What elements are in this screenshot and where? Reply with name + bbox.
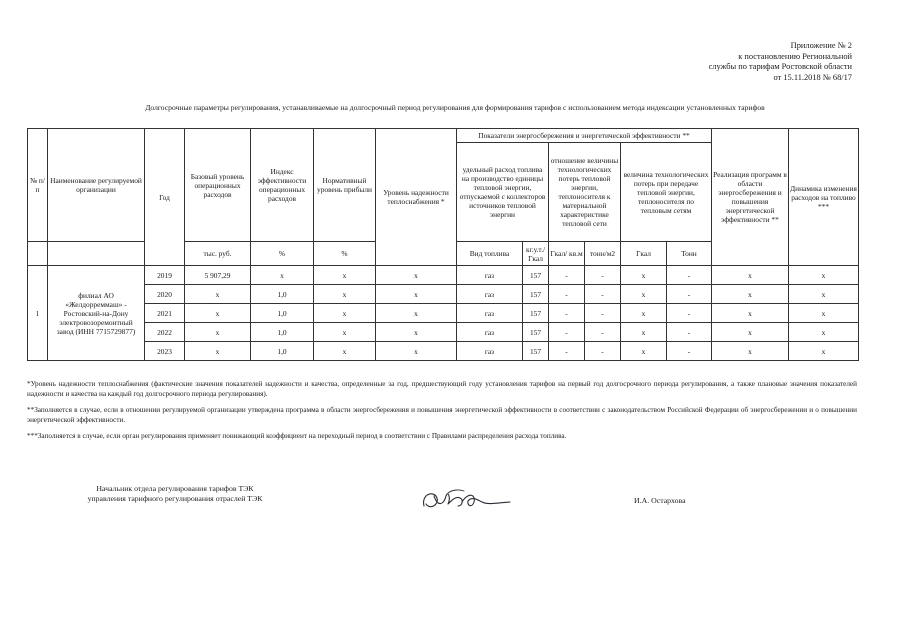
cell-tech-gcal: х bbox=[621, 342, 667, 361]
cell-year: 2021 bbox=[145, 304, 185, 323]
cell-reliability: х bbox=[376, 266, 457, 285]
cell-tech-gcal: х bbox=[621, 285, 667, 304]
cell-tech-tonn: - bbox=[667, 342, 712, 361]
cell-year: 2022 bbox=[145, 323, 185, 342]
cell-reliability: х bbox=[376, 285, 457, 304]
footnote-energy-program: **Заполняется в случае, если в отношении регулируемой организации утверждена программа в области энергосбережения и повышения энергетической эффективности в соответствии с законодательством Российской Федерации об энергосбережении и о повышении энергетической эффективности. bbox=[27, 406, 857, 424]
cell-fuel-rate: 157 bbox=[523, 266, 549, 285]
header-efficiency-index: Индекс эффективности операционных расходов bbox=[251, 129, 314, 242]
unit-loss-gcal: Гкал/ кв.м bbox=[549, 242, 585, 266]
signer-position bbox=[60, 484, 290, 505]
cell-efficiency-index: 1,0 bbox=[251, 304, 314, 323]
document-title: Долгосрочные параметры регулирования, устанавливаемые на долгосрочный период регулирования для формирования тарифов с использованием метода индексации установленных тарифов bbox=[145, 103, 765, 112]
cell-loss-tonn: - bbox=[585, 266, 621, 285]
cell-tech-tonn: - bbox=[667, 304, 712, 323]
unit-normative-profit: % bbox=[314, 242, 376, 266]
cell-normative-profit: х bbox=[314, 285, 376, 304]
header-dynamics: Динамика изменения расходов на топливо *** bbox=[789, 129, 859, 266]
cell-loss-gcal: - bbox=[549, 285, 585, 304]
cell-dynamics: х bbox=[789, 342, 859, 361]
cell-base-level: х bbox=[185, 323, 251, 342]
cell-loss-gcal: - bbox=[549, 266, 585, 285]
units-org-empty bbox=[48, 242, 145, 266]
cell-tech-tonn: - bbox=[667, 323, 712, 342]
header-num: № п/п bbox=[28, 129, 48, 242]
unit-tech-gcal: Гкал bbox=[621, 242, 667, 266]
cell-loss-tonn: - bbox=[585, 304, 621, 323]
cell-fuel-type: газ bbox=[457, 285, 523, 304]
cell-base-level: 5 907,29 bbox=[185, 266, 251, 285]
cell-year: 2020 bbox=[145, 285, 185, 304]
table-row bbox=[28, 266, 859, 285]
unit-loss-tonn: тонн/м2 bbox=[585, 242, 621, 266]
cell-normative-profit: х bbox=[314, 323, 376, 342]
cell-tech-gcal: х bbox=[621, 304, 667, 323]
cell-dynamics: х bbox=[789, 304, 859, 323]
header-normative-profit: Нормативный уровень прибыли bbox=[314, 129, 376, 242]
unit-fuel-rate: кг.у.т./Гкал bbox=[523, 242, 549, 266]
cell-base-level: х bbox=[185, 304, 251, 323]
header-org: Наименование регулируемой организации bbox=[48, 129, 145, 242]
cell-normative-profit: х bbox=[314, 342, 376, 361]
cell-tech-tonn: - bbox=[667, 285, 712, 304]
units-num-empty bbox=[28, 242, 48, 266]
cell-efficiency-index: х bbox=[251, 266, 314, 285]
signer-position-line-1: Начальник отдела регулирования тарифов ТЭК bbox=[96, 484, 254, 493]
cell-dynamics: х bbox=[789, 266, 859, 285]
table-row bbox=[28, 285, 859, 304]
table-row bbox=[28, 304, 859, 323]
header-year: Год bbox=[145, 129, 185, 266]
appendix-line-4: от 15.11.2018 № 68/17 bbox=[773, 72, 852, 82]
header-reliability: Уровень надежности теплоснабжения * bbox=[376, 129, 457, 266]
header-base-level: Базовый уровень операционных расходов bbox=[185, 129, 251, 242]
cell-base-level: х bbox=[185, 285, 251, 304]
cell-fuel-type: газ bbox=[457, 342, 523, 361]
cell-fuel-rate: 157 bbox=[523, 342, 549, 361]
cell-fuel-type: газ bbox=[457, 266, 523, 285]
cell-tech-gcal: х bbox=[621, 266, 667, 285]
cell-tech-tonn: - bbox=[667, 266, 712, 285]
header-loss-ratio: отношение величины технологических потерь тепловой энергии, теплоносителя к материальной характеристике тепловой сети bbox=[549, 143, 621, 242]
cell-reliability: х bbox=[376, 304, 457, 323]
cell-year: 2023 bbox=[145, 342, 185, 361]
cell-loss-gcal: - bbox=[549, 342, 585, 361]
signer-position-line-2: управления тарифного регулирования отраслей ТЭК bbox=[87, 494, 263, 504]
signer-name: И.А. Остархова bbox=[634, 496, 686, 505]
cell-loss-tonn: - bbox=[585, 342, 621, 361]
unit-tech-tonn: Тонн bbox=[667, 242, 712, 266]
cell-loss-tonn: - bbox=[585, 285, 621, 304]
footnote-fuel-coefficient: ***Заполняется в случае, если орган регулирования применяет понижающий коэффициент на переходный период в соответствии с Правилами распределения расхода топлива. bbox=[27, 432, 567, 441]
table-row bbox=[28, 342, 859, 361]
unit-base-level: тыс. руб. bbox=[185, 242, 251, 266]
cell-normative-profit: х bbox=[314, 304, 376, 323]
cell-base-level: х bbox=[185, 342, 251, 361]
cell-efficiency-index: 1,0 bbox=[251, 285, 314, 304]
header-programs: Реализация программ в области энергосбережения и повышения энергетической эффективности ** bbox=[712, 129, 789, 266]
appendix-header bbox=[612, 41, 852, 83]
header-tech-losses: величина технологических потерь при передаче тепловой энергии, теплоносителя по тепловым сетям bbox=[621, 143, 712, 242]
org-name: филиал АО «Желдорреммаш» - Ростовский-на-Дону электровозоремонтный завод (ИНН 7715729877) bbox=[48, 266, 145, 361]
cell-programs: х bbox=[712, 323, 789, 342]
cell-normative-profit: х bbox=[314, 266, 376, 285]
cell-programs: х bbox=[712, 304, 789, 323]
cell-fuel-type: газ bbox=[457, 304, 523, 323]
unit-fuel-type: Вид топлива bbox=[457, 242, 523, 266]
cell-loss-gcal: - bbox=[549, 304, 585, 323]
cell-programs: х bbox=[712, 285, 789, 304]
cell-fuel-rate: 157 bbox=[523, 285, 549, 304]
cell-loss-tonn: - bbox=[585, 323, 621, 342]
cell-efficiency-index: 1,0 bbox=[251, 342, 314, 361]
handwritten-signature bbox=[418, 484, 518, 518]
header-energy-group: Показатели энергосбережения и энергетической эффективности ** bbox=[457, 129, 712, 143]
org-num: 1 bbox=[28, 266, 48, 361]
unit-efficiency-index: % bbox=[251, 242, 314, 266]
cell-fuel-rate: 157 bbox=[523, 323, 549, 342]
appendix-line-1: Приложение № 2 bbox=[790, 41, 852, 50]
cell-tech-gcal: х bbox=[621, 323, 667, 342]
parameters-table bbox=[27, 128, 859, 361]
cell-dynamics: х bbox=[789, 323, 859, 342]
cell-year: 2019 bbox=[145, 266, 185, 285]
appendix-line-2: к постановлению Региональной bbox=[738, 51, 852, 61]
footnotes bbox=[27, 380, 857, 449]
cell-fuel-rate: 157 bbox=[523, 304, 549, 323]
cell-programs: х bbox=[712, 342, 789, 361]
cell-efficiency-index: 1,0 bbox=[251, 323, 314, 342]
cell-reliability: х bbox=[376, 342, 457, 361]
footnote-reliability: *Уровень надежности теплоснабжения (фактические значения показателей надежности и качества, определенные за год, предшествующий году установления тарифов на первый год долгосрочного периода регулирования, а также плановые значения показателей надежности и качества на каждый год долгосрочного периода регулирования). bbox=[27, 380, 857, 398]
appendix-line-3: службы по тарифам Ростовской области bbox=[708, 62, 852, 72]
header-specific-fuel: удельный расход топлива на производство единицы тепловой энергии, отпускаемой с коллекторов источников тепловой энергии bbox=[457, 143, 549, 242]
cell-fuel-type: газ bbox=[457, 323, 523, 342]
cell-dynamics: х bbox=[789, 285, 859, 304]
table-row bbox=[28, 323, 859, 342]
cell-reliability: х bbox=[376, 323, 457, 342]
cell-loss-gcal: - bbox=[549, 323, 585, 342]
cell-programs: х bbox=[712, 266, 789, 285]
